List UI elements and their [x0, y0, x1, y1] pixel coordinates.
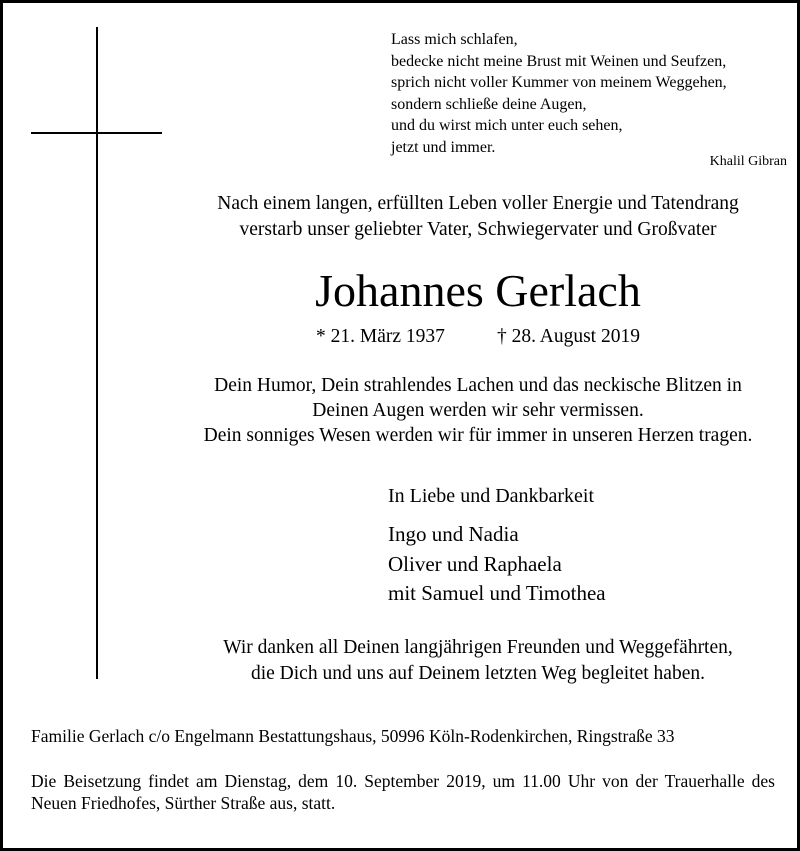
thanks-line: Wir danken all Deinen langjährigen Freunden und Weggefährten, [223, 637, 733, 658]
poem-line: jetzt und immer. [391, 138, 496, 156]
family-member: mit Samuel und Timothea [388, 581, 606, 605]
poem-author: Khalil Gibran [709, 154, 787, 169]
tribute-text [98, 373, 800, 448]
poem [391, 29, 727, 158]
cross-vertical-bar [96, 27, 98, 679]
funeral-info [31, 770, 775, 814]
tribute-line: Dein Humor, Dein strahlendes Lachen und das neckische Blitzen in [214, 375, 742, 396]
deceased-name: Johannes Gerlach [315, 265, 641, 316]
poem-line: sondern schließe deine Augen, [391, 95, 587, 113]
poem-line: sprich nicht voller Kummer von meinem Weggehen, [391, 74, 727, 91]
intro-line: verstarb unser geliebter Vater, Schwiegervater und Großvater [239, 219, 717, 240]
tribute-line: Deinen Augen werden wir sehr vermissen. [312, 400, 644, 421]
death-date: † 28. August 2019 [496, 326, 640, 347]
life-dates [98, 324, 800, 350]
poem-line: Lass mich schlafen, [391, 31, 518, 48]
tribute-line: Dein sonniges Wesen werden wir für immer in unseren Herzen tragen. [203, 425, 753, 446]
funeral-line: Neuen Friedhofes, Sürther Straße aus, statt. [31, 793, 336, 813]
family-list [388, 520, 606, 609]
intro-text [98, 191, 800, 243]
thanks-text [98, 635, 800, 687]
family-address: Familie Gerlach c/o Engelmann Bestattungshaus, 50996 Köln-Rodenkirchen, Ringstraße 33 [31, 726, 675, 746]
funeral-line: Die Beisetzung findet am Dienstag, dem 10. September 2019, um 11.00 Uhr von der Trauerhalle des [31, 771, 775, 791]
poem-line: bedecke nicht meine Brust mit Weinen und Seufzen, [391, 52, 727, 70]
closing-phrase: In Liebe und Dankbarkeit [388, 485, 595, 507]
family-member: Oliver und Raphaela [388, 551, 562, 576]
poem-line: und du wirst mich unter euch sehen, [391, 117, 623, 134]
intro-line: Nach einem langen, erfüllten Leben voller Energie und Tatendrang [217, 193, 739, 214]
family-member: Ingo und Nadia [388, 522, 519, 546]
cross-horizontal-bar [31, 132, 162, 134]
birth-date: * 21. März 1937 [316, 326, 445, 347]
thanks-line: die Dich und uns auf Deinem letzten Weg begleitet haben. [250, 663, 705, 684]
